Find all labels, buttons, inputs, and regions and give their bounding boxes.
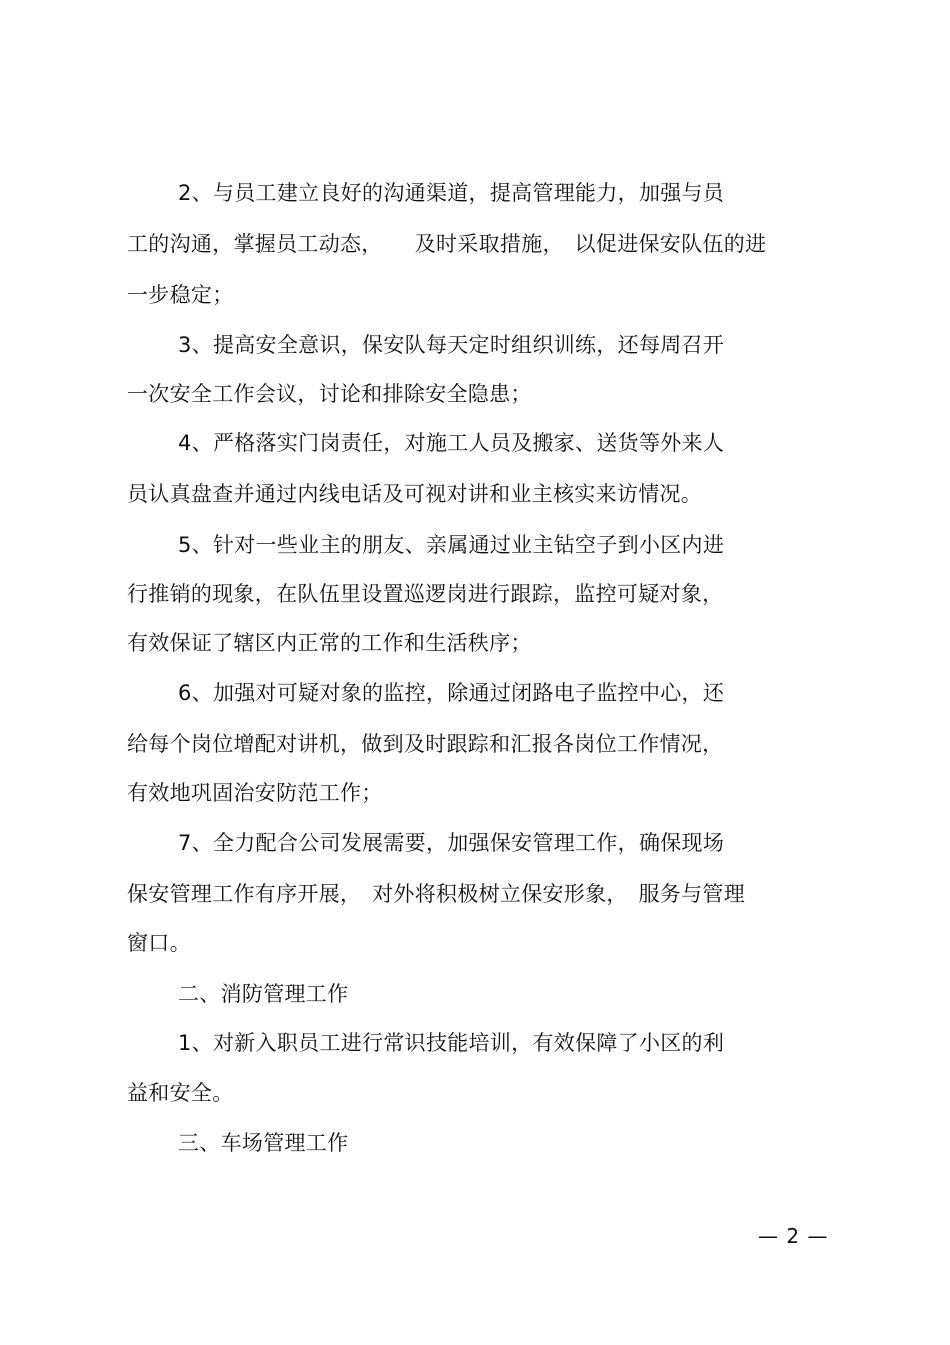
text-line-12: 给每个岗位增配对讲机，做到及时跟踪和汇报各岗位工作情况， (127, 732, 724, 756)
text-line-16: 窗口。 (127, 931, 191, 955)
text-line-4: 3、提高安全意识，保安队每天定时组织训练，还每周召开 (178, 333, 725, 357)
text-line-3: 一步稳定； (127, 283, 234, 307)
text-line-10: 有效保证了辖区内正常的工作和生活秩序； (127, 631, 532, 655)
text-line-18: 1、对新入职员工进行常识技能培训，有效保障了小区的利 (178, 1031, 725, 1055)
text-line-5: 一次安全工作会议，讨论和排除安全隐患； (127, 382, 532, 406)
section-heading-parking: 三、车场管理工作 (178, 1131, 349, 1155)
page-number: — 2 — (758, 1224, 829, 1248)
text-line-13: 有效地巩固治安防范工作； (127, 781, 383, 805)
text-line-14: 7、全力配合公司发展需要，加强保安管理工作，确保现场 (178, 831, 725, 855)
text-line-8: 5、针对一些业主的朋友、亲属通过业主钻空子到小区内进 (178, 533, 725, 557)
text-line-7: 员认真盘查并通过内线电话及可视对讲和业主核实来访情况。 (127, 482, 703, 506)
text-line-1: 2、与员工建立良好的沟通渠道，提高管理能力，加强与员 (178, 181, 725, 205)
text-line-15: 保安管理工作有序开展， 对外将积极树立保安形象， 服务与管理 (127, 882, 745, 906)
text-line-2: 工的沟通，掌握员工动态， 及时采取措施， 以促进保安队伍的进 (127, 232, 767, 256)
text-line-19: 益和安全。 (127, 1081, 234, 1105)
text-line-6: 4、严格落实门岗责任，对施工人员及搬家、送货等外来人 (178, 431, 725, 455)
text-line-9: 行推销的现象，在队伍里设置巡逻岗进行跟踪，监控可疑对象， (127, 582, 724, 606)
text-line-11: 6、加强对可疑对象的监控，除通过闭路电子监控中心，还 (178, 681, 725, 705)
section-heading-fire: 二、消防管理工作 (178, 982, 349, 1006)
